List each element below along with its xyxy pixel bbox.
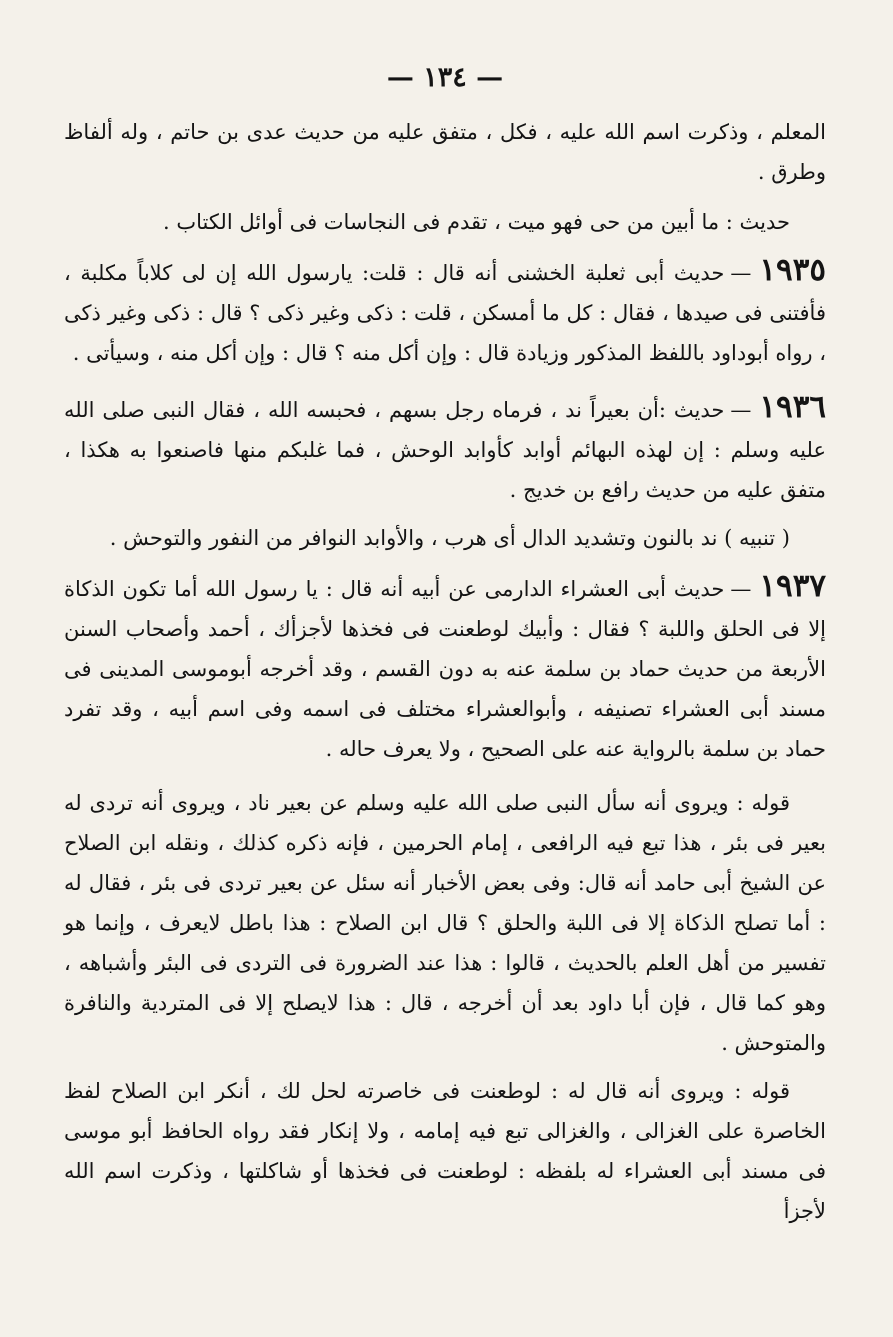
paragraph-qawluh-commentary bbox=[64, 1071, 826, 1231]
paragraph-qawluh-commentary bbox=[64, 783, 826, 1063]
hadith-number: ١٩٣٦ bbox=[759, 389, 826, 425]
hadith-1937 bbox=[64, 566, 826, 769]
book-page bbox=[64, 52, 826, 1322]
paragraph-continuation bbox=[64, 112, 826, 192]
paragraph-text: قوله : ويروى أنه سأل النبى صلى الله عليه وسلم عن بعير ناد ، ويروى أنه تردى له بعير فى بئر ، هذا تبع فيه الرافعى ، إمام الحرمين ، فإنه ذكره كذلك ، ونقله ابن الصلاح عن الشيخ أبى حامد أنه قال: وفى بعض الأخبار أنه سئل عن بعير تردى فى بئر ، فقال له : أما تصلح الذكاة إلا فى اللبة والحلق ؟ قال ابن الصلاح : هذا باطل لايعرف ، وإنما هو تفسير من أهل العلم بالحديث ، قالوا : هذا عند الضرورة فى التردى فى البئر وأشباهه ، وهو كما قال ، فإن أبا داود بعد أن أخرجه ، قال : هذا لايصلح إلا فى المتردية والنافرة والمتوحش . bbox=[64, 791, 826, 1055]
hadith-text: حديث :أن بعيراً ند ، فرماه رجل بسهم ، فحبسه الله ، فقال النبى صلى الله عليه وسلم : إن لهذه البهائم أوابد كأوابد الوحش ، فما غلبكم منها فاصنعوا به هكذا ، متفق عليه من حديث رافع بن خديج . bbox=[64, 398, 826, 502]
hadith-text: حديث أبى ثعلبة الخشنى أنه قال : قلت: يارسول الله إن لى كلاباً مكلبة ، فأفتنى فى صيدها ، فقال : كل ما أمسكن ، قلت : ذكى وغير ذكى ؟ قال : ذكى وغير ذكى ، رواه أبوداود باللفظ المذكور وزيادة قال : وإن أكل منه ؟ قال : وإن أكل منه ، وسيأتى . bbox=[64, 261, 826, 365]
hadith-number: ١٩٣٧ bbox=[759, 568, 826, 604]
paragraph-text: المعلم ، وذكرت اسم الله عليه ، فكل ، متفق عليه من حديث عدى بن حاتم ، وله ألفاظ وطرق . bbox=[64, 120, 826, 184]
hadith-dash: — bbox=[730, 577, 752, 601]
paragraph-tanbih-note bbox=[64, 518, 826, 558]
hadith-number: ١٩٣٥ bbox=[759, 252, 826, 288]
hadith-dash: — bbox=[730, 398, 752, 422]
hadith-1935 bbox=[64, 250, 826, 373]
paragraph-hadith-reference bbox=[64, 202, 826, 242]
hadith-text: حديث أبى العشراء الدارمى عن أبيه أنه قال : يا رسول الله أما تكون الذكاة إلا فى الحلق واللبة ؟ فقال : وأبيك لوطعنت فى فخذها لأجزأك ، أحمد وأصحاب السنن الأربعة من حديث حماد بن سلمة عنه به دون القسم ، وقد أخرجه أبوموسى المدينى فى مسند أبى العشراء تصنيفه ، وأبوالعشراء مختلف فى اسمه وفى اسم أبيه ، وقد تفرد حماد بن سلمة بالرواية عنه على الصحيح ، ولا يعرف حاله . bbox=[64, 577, 826, 761]
paragraph-text: حديث : ما أبين من حى فهو ميت ، تقدم فى النجاسات فى أوائل الكتاب . bbox=[162, 210, 790, 234]
paragraph-text: ( تنبيه ) ند بالنون وتشديد الدال أى هرب ، والأوابد النوافر من النفور والتوحش . bbox=[109, 526, 790, 550]
hadith-1936 bbox=[64, 387, 826, 510]
hadith-dash: — bbox=[730, 261, 752, 285]
paragraph-text: قوله : ويروى أنه قال له : لوطعنت فى خاصرته لحل لك ، أنكر ابن الصلاح لفظ الخاصرة على الغزالى ، والغزالى تبع فيه إمامه ، ولا إنكار فقد رواه الحافظ أبو موسى فى مسند أبى العشراء له بلفظه : لوطعنت فى فخذها أو شاكلتها ، وذكرت اسم الله لأجزأ bbox=[64, 1079, 826, 1223]
page-number: — ١٣٤ — bbox=[386, 62, 504, 93]
